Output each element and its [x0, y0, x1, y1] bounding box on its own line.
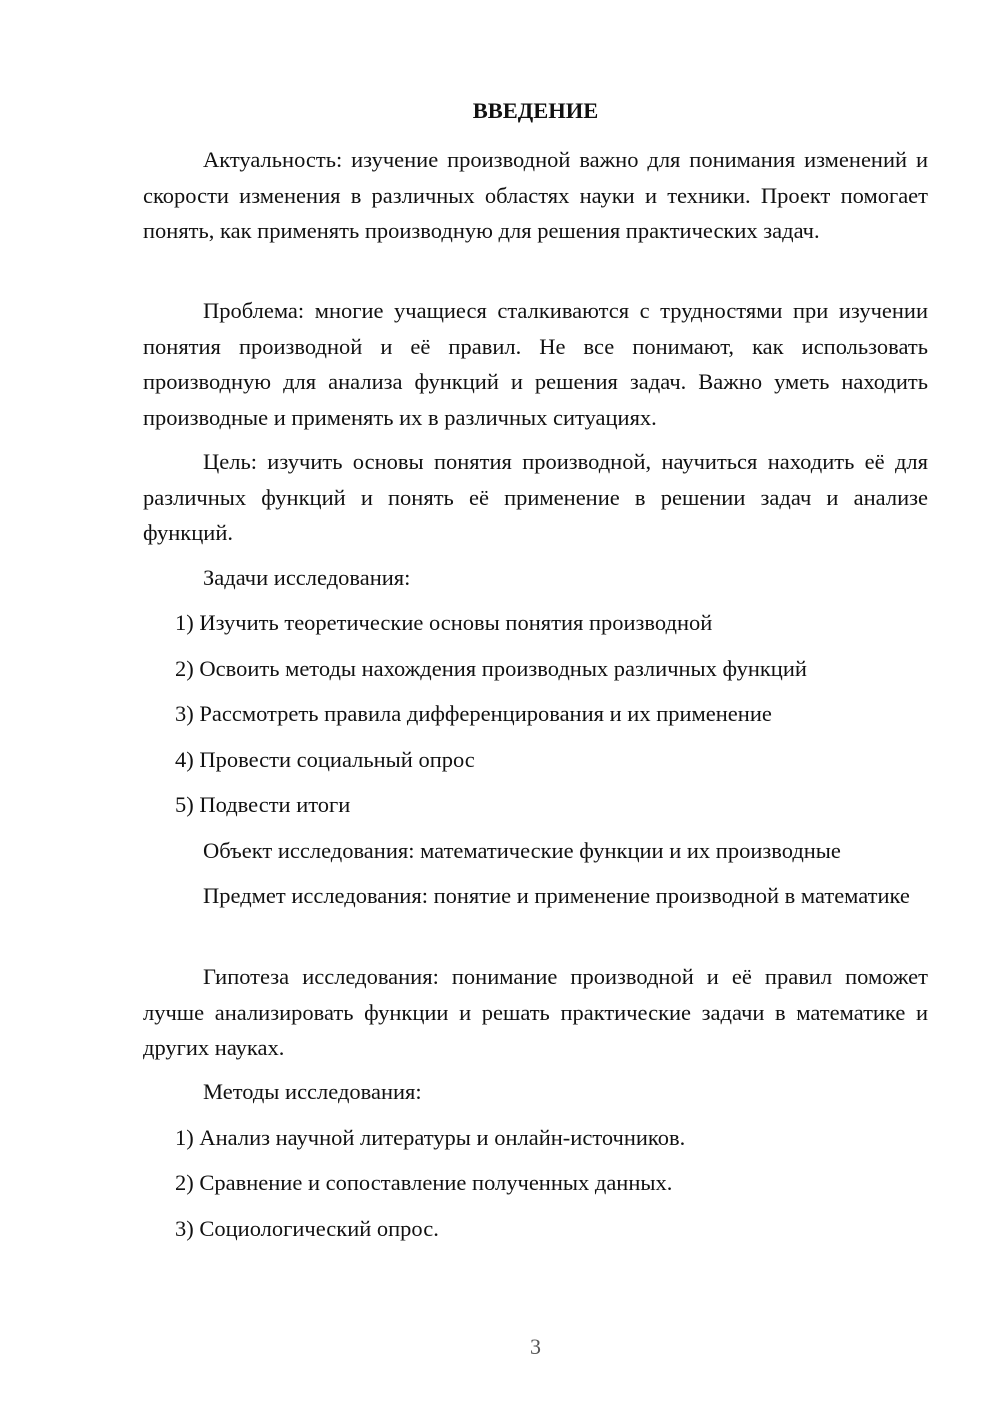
page-title: ВВЕДЕНИЕ: [472, 98, 599, 123]
page-number: 3: [530, 1334, 541, 1359]
tasks-heading: Задачи исследования:: [203, 565, 411, 590]
method-item-2: 2) Сравнение и сопоставление полученных данных.: [175, 1170, 673, 1195]
paragraph-problem: Проблема: многие учащиеся сталкиваются с трудностями при изучении понятия производной и её правил. Не все понимают, как использовать производную для анализа функций и решения задач. Важно уметь находить производные и применять их в различных ситуациях.: [143, 298, 928, 430]
document-page: [143, 0, 928, 1414]
task-item-5: 5) Подвести итоги: [175, 792, 351, 817]
paragraph-goal: Цель: изучить основы понятия производной, научиться находить её для различных функций и понять её применение в решении задач и анализе функций.: [143, 449, 928, 545]
paragraph-relevance: Актуальность: изучение производной важно для понимания изменений и скорости изменения в различных областях науки и техники. Проект помогает понять, как применять производную для решения практических задач.: [143, 147, 928, 243]
task-item-3: 3) Рассмотреть правила дифференцирования и их применение: [175, 701, 772, 726]
paragraph-object: Объект исследования: математические функции и их производные: [203, 838, 841, 863]
task-item-2: 2) Освоить методы нахождения производных различных функций: [175, 656, 807, 681]
method-item-3: 3) Социологический опрос.: [175, 1216, 439, 1241]
paragraph-hypothesis: Гипотеза исследования: понимание производной и её правил поможет лучше анализировать функции и решать практические задачи в математике и других науках.: [143, 964, 928, 1060]
task-item-4: 4) Провести социальный опрос: [175, 747, 475, 772]
paragraph-subject: Предмет исследования: понятие и применение производной в математике: [203, 883, 910, 908]
task-item-1: 1) Изучить теоретические основы понятия производной: [175, 610, 713, 635]
method-item-1: 1) Анализ научной литературы и онлайн-источников.: [175, 1125, 686, 1150]
methods-heading: Методы исследования:: [203, 1079, 422, 1104]
